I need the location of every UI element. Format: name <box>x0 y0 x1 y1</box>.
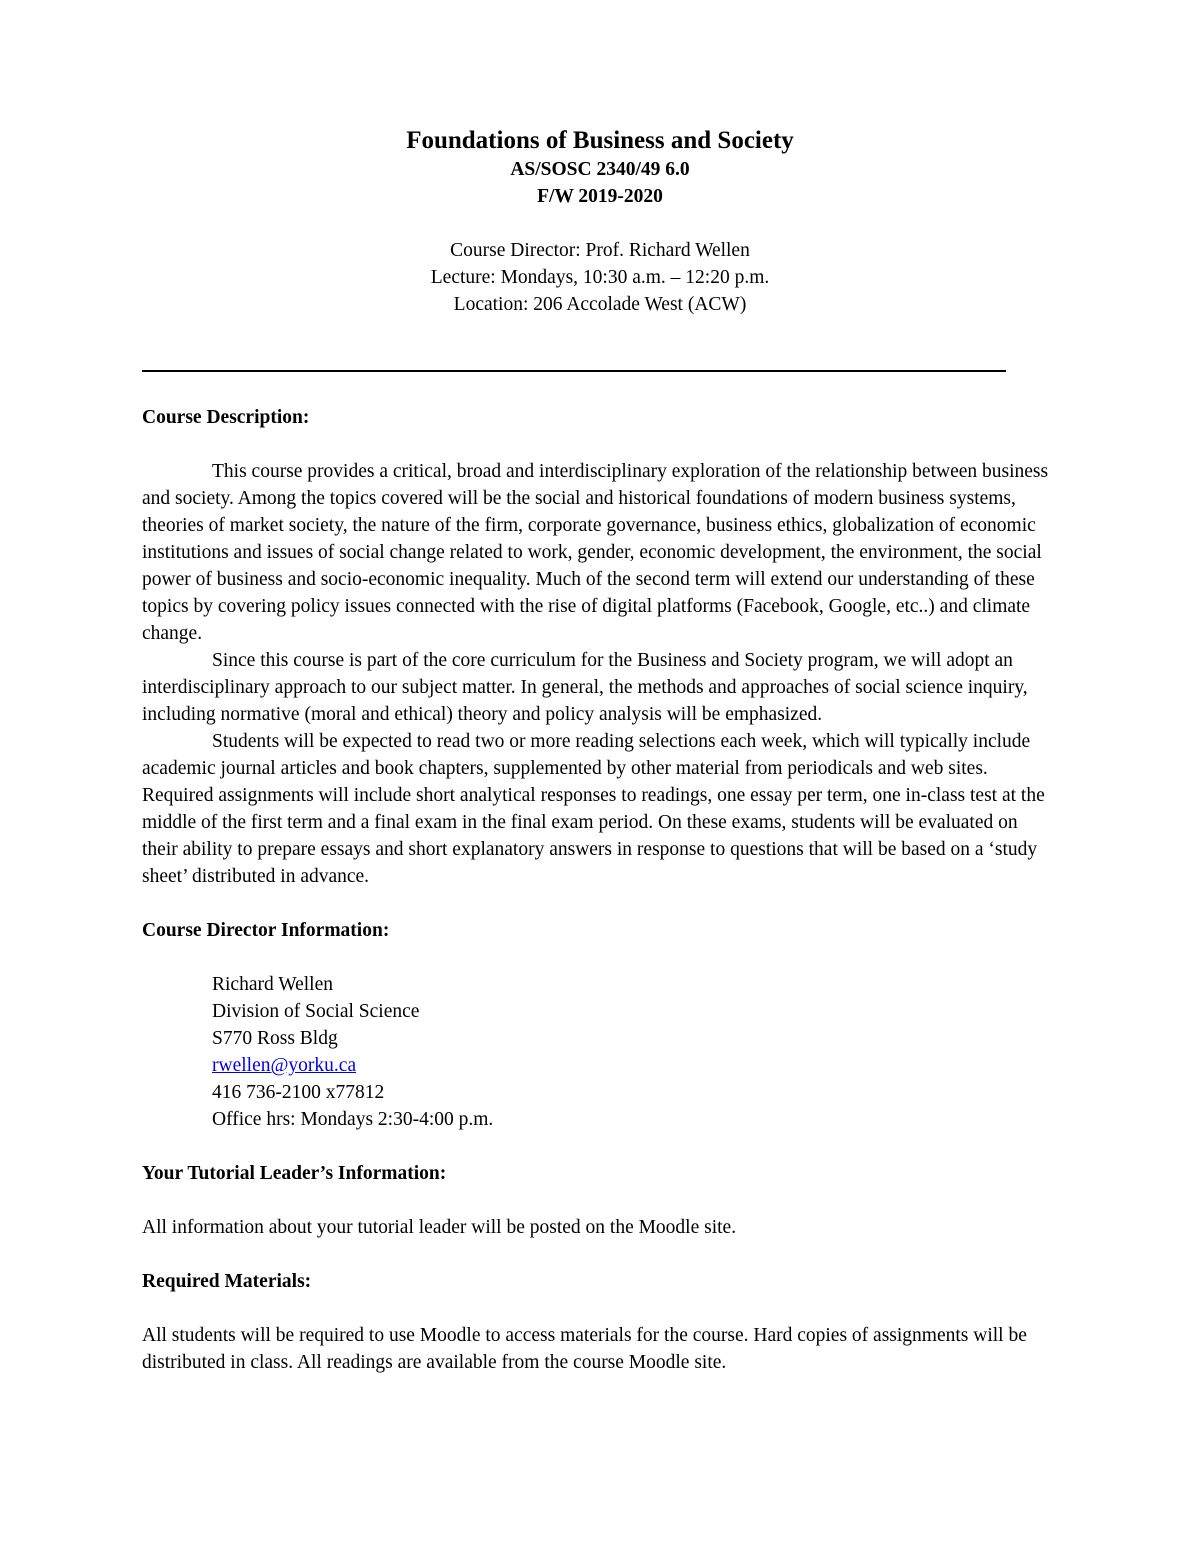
document-body <box>142 404 1054 1376</box>
director-info-heading: Course Director Information: <box>142 920 390 941</box>
director-division: Division of Social Science <box>212 1001 420 1022</box>
course-title: Foundations of Business and Society <box>406 127 794 154</box>
header-spacer <box>0 210 1200 237</box>
course-term: F/W 2019-2020 <box>537 186 663 207</box>
director-email-link[interactable]: rwellen@yorku.ca <box>212 1055 357 1076</box>
course-header <box>0 126 1200 318</box>
director-office: S770 Ross Bldg <box>212 1028 338 1049</box>
location-line: Location: 206 Accolade West (ACW) <box>453 294 747 315</box>
description-paragraph-1: This course provides a critical, broad and interdisciplinary exploration of the relationship between business and society. Among the topics covered will be the social and historical foundations of modern business systems, theories of market society, the nature of the firm, corporate governance, business ethics, globalization of economic institutions and issues of social change related to work, gender, economic development, the environment, the social power of business and socio-economic inequality. Much of the second term will extend our understanding of these topics by covering policy issues connected with the rise of digital platforms (Facebook, Google, etc..) and climate change. <box>142 461 1049 644</box>
course-director-line: Course Director: Prof. Richard Wellen <box>450 240 750 261</box>
description-paragraph-3: Students will be expected to read two or more reading selections each week, which will typically include academic journal articles and book chapters, supplemented by other material from periodicals and web sites. Required assignments will include short analytical responses to readings, one essay per term, one in-class test at the middle of the first term and a final exam in the final exam period. On these exams, students will be evaluated on their ability to prepare essays and short explanatory answers in response to questions that will be based on a ‘study sheet’ distributed in advance. <box>142 731 1045 887</box>
course-code: AS/SOSC 2340/49 6.0 <box>510 159 690 180</box>
lecture-line: Lecture: Mondays, 10:30 a.m. – 12:20 p.m. <box>430 267 770 288</box>
director-office-hours: Office hrs: Mondays 2:30-4:00 p.m. <box>212 1109 494 1130</box>
tutorial-heading: Your Tutorial Leader’s Information: <box>142 1163 447 1184</box>
director-contact-block <box>142 971 1054 1133</box>
course-description-heading: Course Description: <box>142 407 310 428</box>
tutorial-text: All information about your tutorial leader will be posted on the Moodle site. <box>142 1217 737 1238</box>
description-paragraph-2: Since this course is part of the core curriculum for the Business and Society program, we will adopt an interdisciplinary approach to our subject matter. In general, the methods and approaches of social science inquiry, including normative (moral and ethical) theory and policy analysis will be emphasized. <box>142 650 1028 725</box>
header-divider <box>142 370 1006 372</box>
director-name: Richard Wellen <box>212 974 333 995</box>
director-phone: 416 736-2100 x77812 <box>212 1082 385 1103</box>
materials-text: All students will be required to use Moodle to access materials for the course. Hard copies of assignments will be distributed in class. All readings are available from the course Moodle site. <box>142 1325 1027 1373</box>
materials-heading: Required Materials: <box>142 1271 312 1292</box>
